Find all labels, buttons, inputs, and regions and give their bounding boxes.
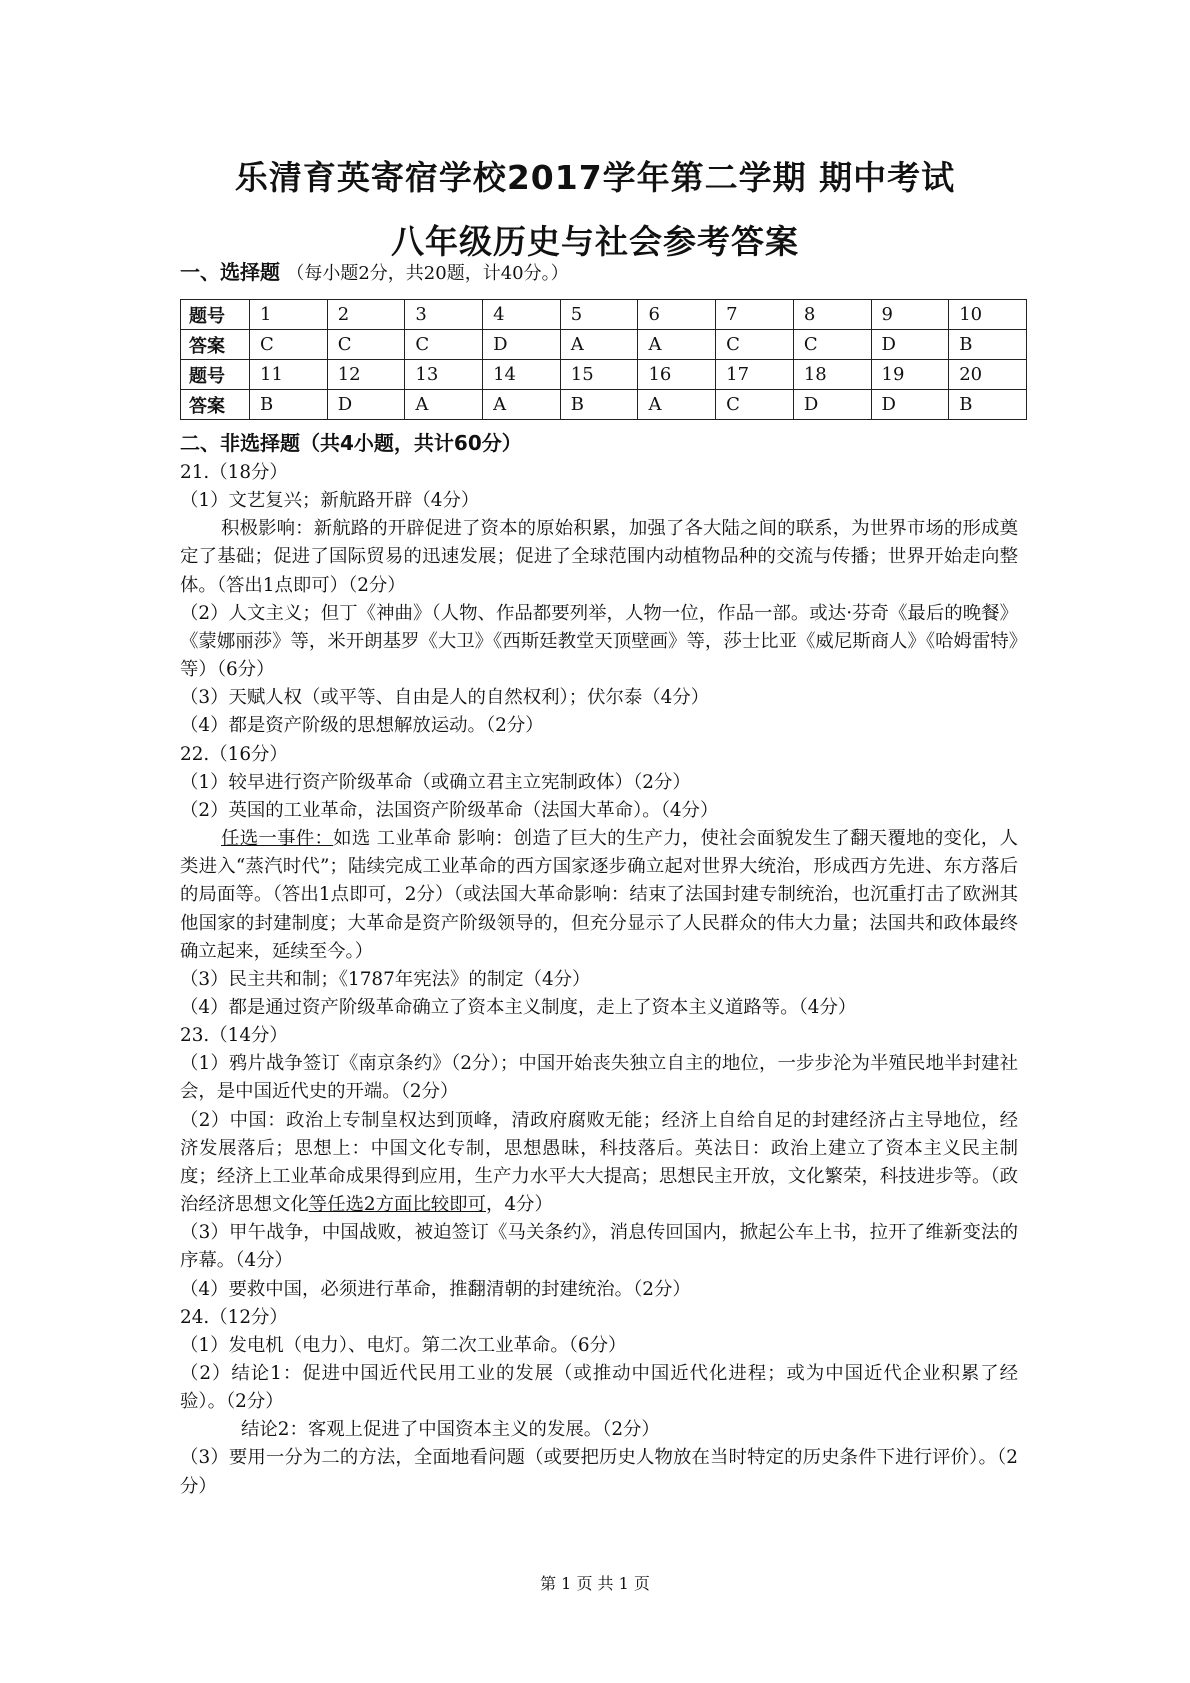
- table-cell: 10: [949, 300, 1027, 330]
- paragraph-text: 22.（16分）: [180, 743, 288, 765]
- answer-paragraph: [180, 1276, 1018, 1304]
- section-1-title: 一、选择题: [180, 260, 280, 284]
- answer-paragraph: [180, 1332, 1018, 1360]
- table-cell: A: [638, 390, 716, 420]
- paragraph-text: 积极影响：新航路的开辟促进了资本的原始积累，加强了各大陆之间的联系，为世界市场的形成奠定了基础；促进了国际贸易的迅速发展；促进了全球范围内动植物品种的交流与传播；世界开始走向整体。（答出1点即可）（2分）: [180, 518, 1018, 596]
- table-cell: 6: [638, 300, 716, 330]
- table-cell: 13: [405, 360, 483, 390]
- paragraph-text: 如选 工业革命 影响：创造了巨大的生产力，使社会面貌发生了翻天覆地的变化，人类进入“蒸汽时代”；陆续完成工业革命的西方国家逐步确立起对世界大统治，形成西方先进、东方落后的局面等。（答出1点即可，2分）（或法国大革命影响：结束了法国封建专制统治，也沉重打击了欧洲其他国家的封建制度；大革命是资产阶级领导的，但充分显示了人民群众的伟大力量；法国共和政体最终确立起来，延续至今。）: [180, 828, 1018, 962]
- paragraph-text: （3）民主共和制；《1787年宪法》的制定（4分）: [180, 968, 591, 990]
- paragraph-text: （3）要用一分为二的方法，全面地看问题（或要把历史人物放在当时特定的历史条件下进行评价）。（2分）: [180, 1447, 1018, 1497]
- answer-paragraph: [180, 600, 1018, 684]
- table-cell: C: [716, 390, 794, 420]
- answer-paragraph: [180, 487, 1018, 515]
- answer-paragraph: [180, 994, 1018, 1022]
- table-cell: 12: [327, 360, 405, 390]
- paragraph-text: ，4分）: [485, 1194, 553, 1216]
- answer-paragraph: [180, 825, 1018, 966]
- table-cell: C: [716, 330, 794, 360]
- table-cell: A: [405, 390, 483, 420]
- paragraph-text: （1）较早进行资产阶级革命（或确立君主立宪制政体）（2分）: [180, 771, 691, 793]
- table-cell: 4: [483, 300, 561, 330]
- answer-paragraph: [180, 769, 1018, 797]
- table-cell: A: [638, 330, 716, 360]
- table-cell: 2: [327, 300, 405, 330]
- table-cell: 1: [250, 300, 328, 330]
- underlined-text: 等任选2方面比较即可: [308, 1194, 486, 1216]
- table-row: [181, 390, 1027, 420]
- table-row-label: 题号: [181, 360, 250, 390]
- paragraph-text: （2）中国：政治上专制皇权达到顶峰，清政府腐败无能；经济上自给自足的封建经济占主导地位，经济发展落后；思想上：中国文化专制，思想愚昧，科技落后。英法日：政治上建立了资本主义民主制度；经济上工业革命成果得到应用，生产力水平大大提高；思想民主开放，文化繁荣，科技进步等。（政治经济思想文化: [180, 1109, 1018, 1216]
- table-row: [181, 330, 1027, 360]
- underlined-text: 任选一事件：: [221, 828, 334, 850]
- table-cell: D: [871, 390, 949, 420]
- table-cell: B: [250, 390, 328, 420]
- answer-paragraph: [180, 1416, 1018, 1444]
- table-cell: C: [405, 330, 483, 360]
- table-row-label: 答案: [181, 330, 250, 360]
- table-cell: 20: [949, 360, 1027, 390]
- table-cell: 17: [716, 360, 794, 390]
- table-cell: B: [949, 390, 1027, 420]
- paragraph-text: （2）英国的工业革命，法国资产阶级革命（法国大革命）。（4分）: [180, 799, 719, 821]
- table-cell: B: [560, 390, 638, 420]
- paragraph-text: （4）都是通过资产阶级革命确立了资本主义制度，走上了资本主义道路等。（4分）: [180, 996, 857, 1018]
- answer-paragraph: [180, 1304, 1018, 1332]
- table-cell: 19: [871, 360, 949, 390]
- answer-paragraph: [180, 1444, 1018, 1500]
- table-row: [181, 360, 1027, 390]
- table-cell: 18: [793, 360, 871, 390]
- paragraph-text: （2）结论1：促进中国近代民用工业的发展（或推动中国近代化进程；或为中国近代企业积累了经验）。（2分）: [180, 1363, 1018, 1413]
- paragraph-text: （4）要救中国，必须进行革命，推翻清朝的封建统治。（2分）: [180, 1278, 691, 1300]
- answer-paragraph: [180, 459, 1018, 487]
- table-cell: 7: [716, 300, 794, 330]
- paragraph-text: 21.（18分）: [180, 462, 288, 483]
- answer-paragraph: [180, 1360, 1018, 1416]
- paragraph-text: 24.（12分）: [180, 1306, 288, 1328]
- answer-paragraph: [180, 515, 1018, 599]
- paragraph-text: （4）都是资产阶级的思想解放运动。（2分）: [180, 715, 544, 737]
- section-1-heading: [180, 258, 569, 288]
- answer-paragraph: [180, 1050, 1018, 1106]
- paragraph-text: （1）鸦片战争签订《南京条约》（2分）；中国开始丧失独立自主的地位，一步步沦为半殖民地半封建社会，是中国近代史的开端。（2分）: [180, 1053, 1018, 1103]
- table-cell: 15: [560, 360, 638, 390]
- section-2-title: 二、非选择题（共4小题，共计60分）: [180, 431, 522, 455]
- section-2-heading: [180, 429, 522, 457]
- table-row-label: 答案: [181, 390, 250, 420]
- section-1-note: （每小题2分，共20题，计40分。）: [286, 263, 569, 284]
- page-footer: 第 1 页 共 1 页: [540, 1574, 650, 1593]
- table-row: [181, 300, 1027, 330]
- table-cell: 3: [405, 300, 483, 330]
- answer-paragraph: [180, 966, 1018, 994]
- table-cell: B: [949, 330, 1027, 360]
- answer-paragraph: [180, 741, 1018, 769]
- table-cell: C: [793, 330, 871, 360]
- document-subtitle: 八年级历史与社会参考答案: [391, 222, 799, 261]
- table-cell: C: [327, 330, 405, 360]
- table-cell: 16: [638, 360, 716, 390]
- paragraph-text: （3）天赋人权（或平等、自由是人的自然权利）；伏尔泰（4分）: [180, 687, 710, 709]
- table-row-label: 题号: [181, 300, 250, 330]
- table-cell: D: [871, 330, 949, 360]
- answer-paragraph: [180, 797, 1018, 825]
- answer-paragraph: [180, 712, 1018, 740]
- table-cell: C: [250, 330, 328, 360]
- answer-body: [180, 459, 1018, 1501]
- table-cell: A: [560, 330, 638, 360]
- answer-paragraph: [180, 1219, 1018, 1275]
- answer-table: [180, 299, 1027, 420]
- table-cell: 8: [793, 300, 871, 330]
- table-cell: D: [327, 390, 405, 420]
- paragraph-text: 结论2：客观上促进了中国资本主义的发展。（2分）: [241, 1419, 660, 1441]
- answer-paragraph: [180, 684, 1018, 712]
- answer-paragraph: [180, 1107, 1018, 1220]
- document-title: 乐清育英寄宿学校2017学年第二学期 期中考试: [234, 158, 956, 197]
- answer-paragraph: [180, 1022, 1018, 1050]
- table-cell: A: [483, 390, 561, 420]
- table-cell: 14: [483, 360, 561, 390]
- table-cell: D: [793, 390, 871, 420]
- paragraph-text: （3）甲午战争，中国战败，被迫签订《马关条约》，消息传回国内，掀起公车上书，拉开了维新变法的序幕。（4分）: [180, 1222, 1018, 1272]
- paragraph-text: 23.（14分）: [180, 1025, 288, 1047]
- table-cell: 11: [250, 360, 328, 390]
- paragraph-text: （1）发电机（电力）、电灯。第二次工业革命。（6分）: [180, 1334, 627, 1356]
- table-cell: 9: [871, 300, 949, 330]
- table-cell: 5: [560, 300, 638, 330]
- paragraph-text: （2）人文主义；但丁《神曲》（人物、作品都要列举，人物一位，作品一部。或达·芬奇《最后的晚餐》《蒙娜丽莎》等，米开朗基罗《大卫》《西斯廷教堂天顶壁画》等，莎士比亚《威尼斯商人》《哈姆雷特》等）（6分）: [180, 602, 1018, 681]
- table-cell: D: [483, 330, 561, 360]
- paragraph-text: （1）文艺复兴；新航路开辟（4分）: [180, 490, 480, 512]
